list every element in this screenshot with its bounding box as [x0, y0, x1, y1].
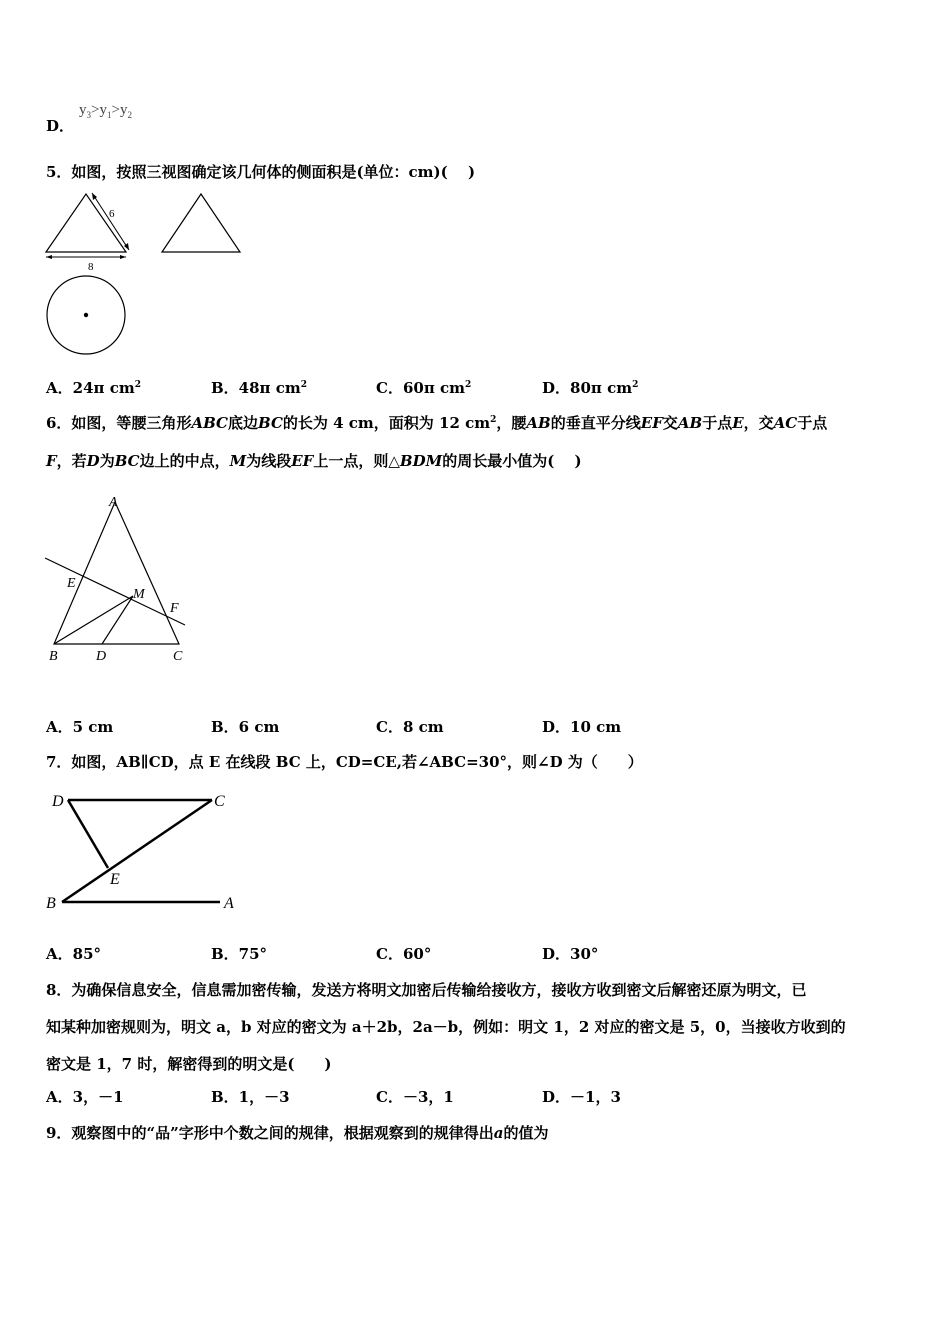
q6-triangle-figure — [40, 490, 200, 670]
q6-option-a[interactable]: A．5 cm — [46, 718, 114, 736]
label-a: A — [224, 895, 234, 912]
q8-option-c[interactable]: C．－3，1 — [376, 1088, 454, 1106]
segment-bc — [62, 800, 212, 902]
segment-bm — [54, 596, 133, 644]
q6-stem-line-1: 6．如图，等腰三角形ABC底边BC的长为 4 cm，面积为 12 $cm^2$，腰AB的垂直平分线EF交AB于点E，交AC于点 — [46, 414, 828, 432]
label-a: A — [109, 495, 118, 510]
label-e: E — [67, 576, 76, 591]
q7-option-b[interactable]: B．75° — [211, 945, 268, 963]
side-dimension-arrow — [92, 193, 129, 250]
q7-option-c[interactable]: C．60° — [376, 945, 432, 963]
label-d: D — [52, 793, 64, 810]
side-view-triangle — [162, 194, 240, 252]
q8-option-a[interactable]: A．3，－1 — [46, 1088, 124, 1106]
base-dimension-label: 8 — [88, 261, 94, 273]
q6-option-d[interactable]: D．10 cm — [542, 718, 622, 736]
q5-stem: 5．如图，按照三视图确定该几何体的侧面积是(单位：cm)( ) — [46, 163, 476, 181]
q4-option-d-label: D． — [46, 117, 75, 135]
q4-option-d-expression: $y_3>y_1>y_2$ — [79, 102, 132, 120]
label-c: C — [173, 649, 183, 664]
q5-three-view-figure — [40, 190, 250, 360]
q8-stem-line-1: 8．为确保信息安全，信息需加密传输，发送方将明文加密后传输给接收方，接收方收到密文后解密还原为明文，已 — [46, 981, 807, 999]
label-b: B — [46, 895, 56, 912]
segment-dm — [102, 596, 133, 644]
q9-stem: 9．观察图中的“品”字形中个数之间的规律，根据观察到的规律得出a的值为 — [46, 1124, 549, 1142]
top-view-center-dot — [84, 313, 88, 317]
label-b: B — [49, 649, 58, 664]
label-d: D — [96, 649, 107, 664]
label-m: M — [133, 587, 145, 602]
q6-stem-line-2: F，若D为BC边上的中点，M为线段EF上一点，则△BDM的周长最小值为( ) — [46, 452, 582, 470]
triangle-abc — [54, 502, 179, 644]
front-view-triangle — [46, 194, 126, 252]
q8-stem-line-3: 密文是 1，7 时，解密得到的明文是( ) — [46, 1055, 332, 1073]
q6-option-c[interactable]: C．8 cm — [376, 718, 444, 736]
segment-de — [68, 800, 108, 868]
q7-option-a[interactable]: A．85° — [46, 945, 102, 963]
q8-stem-line-2: 知某种加密规则为，明文 a，b 对应的密文为 a＋2b，2a－b，例如：明文 1，2 对应的密文是 5，0，当接收方收到的 — [46, 1018, 846, 1036]
q7-parallel-lines-figure — [40, 788, 250, 918]
q8-option-b[interactable]: B．1，－3 — [211, 1088, 290, 1106]
q5-option-d[interactable]: D．80π $cm^2$ — [542, 379, 639, 397]
q8-option-d[interactable]: D．－1，3 — [542, 1088, 621, 1106]
q5-option-c[interactable]: C．60π $cm^2$ — [376, 379, 472, 397]
q7-stem: 7．如图，AB∥CD，点 E 在线段 BC 上，CD=CE,若∠ABC=30°，则∠D 为（ ） — [46, 753, 643, 771]
label-f: F — [170, 601, 179, 616]
label-e: E — [110, 871, 120, 888]
q7-option-d[interactable]: D．30° — [542, 945, 599, 963]
q5-option-b[interactable]: B．48π $cm^2$ — [211, 379, 308, 397]
label-c: C — [214, 793, 225, 810]
q5-option-a[interactable]: A．24π $cm^2$ — [46, 379, 141, 397]
q6-option-b[interactable]: B．6 cm — [211, 718, 280, 736]
side-dimension-label: 6 — [109, 208, 115, 220]
